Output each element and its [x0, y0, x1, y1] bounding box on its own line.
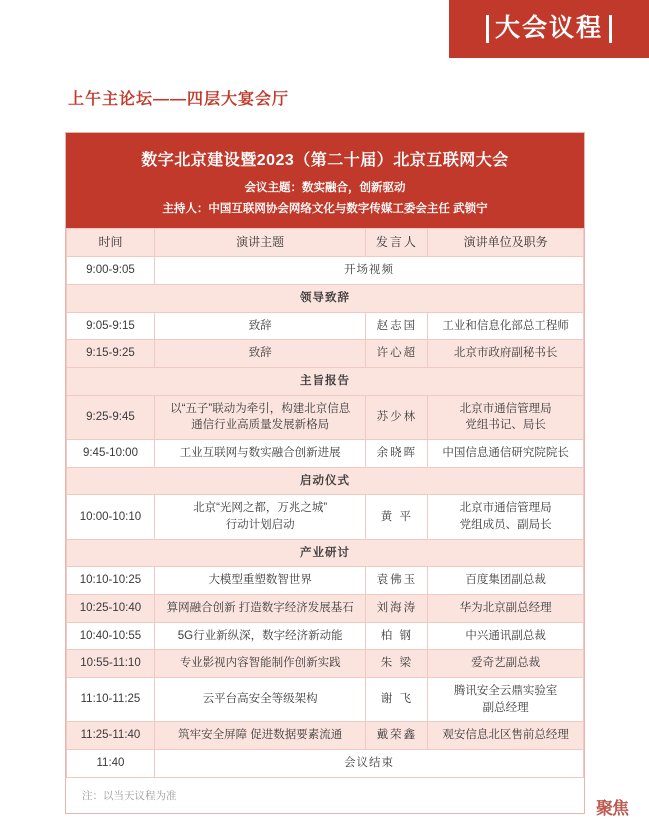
agenda-cell-org: 中兴通讯副总裁 — [428, 622, 584, 650]
agenda-section-row — [67, 368, 584, 396]
agenda-cell-speaker: 苏少林 — [366, 395, 428, 439]
conference-host: 主持人：中国互联网协会网络文化与数字传媒工委会主任 武锁宁 — [162, 203, 488, 215]
agenda-cell-speaker: 余晓晖 — [366, 440, 428, 468]
column-header-time: 时间 — [67, 229, 155, 257]
agenda-cell-topic: 致辞 — [154, 340, 366, 368]
agenda-cell-topic: 大模型重塑数智世界 — [154, 567, 366, 595]
agenda-cell-org: 观安信息北区售前总经理 — [428, 722, 584, 750]
agenda-cell-time: 10:55-11:10 — [67, 650, 155, 678]
agenda-cell-topic: 工业互联网与数实融合创新进展 — [154, 440, 366, 468]
agenda-cell-topic: 北京“光网之都，万兆之城” 行动计划启动 — [154, 495, 366, 539]
agenda-header-row — [67, 229, 584, 257]
agenda-cell-topic: 专业影视内容智能制作创新实践 — [154, 650, 366, 678]
agenda-cell-time: 10:25-10:40 — [67, 595, 155, 623]
agenda-cell-speaker: 许心超 — [366, 340, 428, 368]
agenda-cell-time: 9:05-9:15 — [67, 312, 155, 340]
section-heading: 上午主论坛——四层大宴会厅 — [68, 91, 290, 108]
agenda-section-row — [67, 539, 584, 567]
column-header-speaker: 发言人 — [366, 229, 428, 257]
agenda-section-row — [67, 467, 584, 495]
agenda-cell-topic: 以“五子”联动为牵引，构建北京信息 通信行业高质量发展新格局 — [154, 395, 366, 439]
agenda-row — [67, 395, 584, 439]
agenda-cell-time: 10:00-10:10 — [67, 495, 155, 539]
agenda-cell-time: 9:15-9:25 — [67, 340, 155, 368]
agenda-row — [67, 340, 584, 368]
agenda-row — [67, 495, 584, 539]
agenda-cell-speaker: 谢 飞 — [366, 678, 428, 722]
agenda-cell-time: 9:25-9:45 — [67, 395, 155, 439]
agenda-row — [67, 722, 584, 750]
column-header-topic: 演讲主题 — [154, 229, 366, 257]
agenda-cell-time: 10:40-10:55 — [67, 622, 155, 650]
banner-label: 大会议程 — [486, 15, 612, 43]
agenda-row — [67, 567, 584, 595]
watermark-logo: 聚焦 — [596, 798, 628, 818]
agenda-section-label: 启动仪式 — [67, 467, 584, 495]
agenda-cell-speaker: 刘海涛 — [366, 595, 428, 623]
agenda-section-label: 领导致辞 — [67, 285, 584, 313]
agenda-section-label: 产业研讨 — [67, 539, 584, 567]
agenda-cell-topic: 云平台高安全等级架构 — [154, 678, 366, 722]
agenda-cell-speaker: 袁佛玉 — [366, 567, 428, 595]
agenda-cell-time: 11:10-11:25 — [67, 678, 155, 722]
agenda-row — [67, 595, 584, 623]
agenda-cell-speaker: 黄 平 — [366, 495, 428, 539]
agenda-cell-org: 华为北京副总经理 — [428, 595, 584, 623]
agenda-cell-org: 北京市政府副秘书长 — [428, 340, 584, 368]
agenda-row — [67, 257, 584, 285]
agenda-cell-topic: 算网融合创新 打造数字经济发展基石 — [154, 595, 366, 623]
agenda-row — [67, 678, 584, 722]
column-header-org: 演讲单位及职务 — [428, 229, 584, 257]
agenda-row — [67, 440, 584, 468]
agenda-cell-speaker: 赵志国 — [366, 312, 428, 340]
agenda-cell-speaker: 戴荣鑫 — [366, 722, 428, 750]
agenda-cell-topic: 筑牢安全屏障 促进数据要素流通 — [154, 722, 366, 750]
agenda-footer-note: 注：以当天议程为准 — [66, 778, 584, 813]
agenda-cell-org: 北京市通信管理局 党组书记、局长 — [428, 395, 584, 439]
agenda-row — [67, 312, 584, 340]
agenda-cell-time: 10:10-10:25 — [67, 567, 155, 595]
agenda-cell-org: 腾讯安全云鼎实验室 副总经理 — [428, 678, 584, 722]
agenda-cell-topic: 致辞 — [154, 312, 366, 340]
agenda-card-header — [66, 133, 584, 228]
agenda-row — [67, 750, 584, 778]
agenda-cell-speaker: 柏 钢 — [366, 622, 428, 650]
agenda-section-label: 主旨报告 — [67, 368, 584, 396]
agenda-row — [67, 622, 584, 650]
agenda-cell-time: 11:25-11:40 — [67, 722, 155, 750]
agenda-cell-time: 11:40 — [67, 750, 155, 778]
agenda-cell-topic: 开场视频 — [154, 257, 583, 285]
agenda-table-body — [67, 229, 584, 778]
agenda-cell-time: 9:45-10:00 — [67, 440, 155, 468]
agenda-section-row — [67, 285, 584, 313]
agenda-row — [67, 650, 584, 678]
agenda-cell-org: 北京市通信管理局 党组成员、副局长 — [428, 495, 584, 539]
conference-theme: 会议主题：数实融合，创新驱动 — [244, 182, 406, 194]
page-banner — [449, 0, 649, 58]
conference-title: 数字北京建设暨2023（第二十届）北京互联网大会 — [141, 152, 509, 169]
agenda-cell-org: 爱奇艺副总裁 — [428, 650, 584, 678]
agenda-cell-time: 9:00-9:05 — [67, 257, 155, 285]
agenda-table — [66, 228, 584, 778]
agenda-cell-speaker: 朱 梁 — [366, 650, 428, 678]
agenda-card — [65, 132, 585, 814]
agenda-cell-org: 百度集团副总裁 — [428, 567, 584, 595]
agenda-cell-org: 工业和信息化部总工程师 — [428, 312, 584, 340]
agenda-cell-org: 中国信息通信研究院院长 — [428, 440, 584, 468]
agenda-cell-topic: 会议结束 — [154, 750, 583, 778]
agenda-cell-topic: 5G行业新纵深，数字经济新动能 — [154, 622, 366, 650]
